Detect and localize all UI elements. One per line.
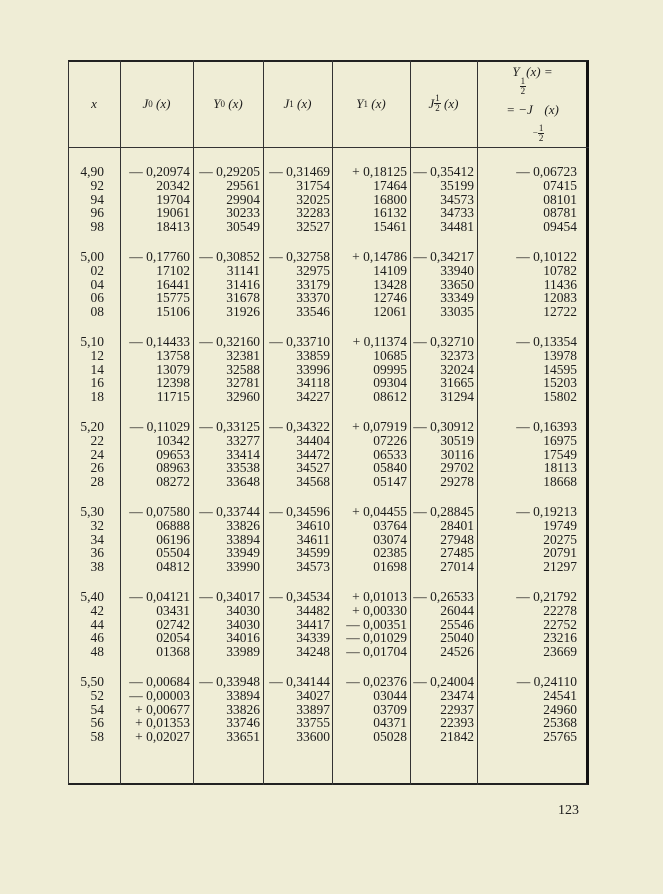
x-value: 5,40 <box>80 589 104 604</box>
j0-value: 08963 <box>156 460 190 476</box>
denominator: 2 <box>435 103 440 113</box>
x-value: 94 <box>90 191 104 207</box>
y1-value: + 0,01013 <box>352 589 407 604</box>
y0-value: 33277 <box>226 432 260 448</box>
j-half-value: 25546 <box>440 616 474 632</box>
j0-value: 18413 <box>156 219 190 235</box>
y-half-value: 08101 <box>543 191 577 207</box>
y0-value: 33826 <box>226 701 260 717</box>
j1-value: 34417 <box>296 616 330 632</box>
x-value: 08 <box>90 304 104 320</box>
y1-value: 03074 <box>373 531 407 547</box>
numerator: 1 <box>520 76 526 86</box>
y0-value: 31926 <box>226 304 260 320</box>
y1-value: 10685 <box>373 347 407 363</box>
j0-value: 06196 <box>156 531 190 547</box>
j1-value: — 0,33710 <box>269 334 330 349</box>
x-value: 22 <box>90 432 104 448</box>
j-half-value: 21842 <box>440 729 474 745</box>
j0-value: 08272 <box>156 474 190 490</box>
y1-value: 14109 <box>373 262 407 278</box>
j-half-value: 23474 <box>440 687 474 703</box>
y0-value: 31678 <box>226 290 260 306</box>
y0-value: — 0,29205 <box>199 164 260 179</box>
y1-value: + 0,18125 <box>352 164 407 179</box>
j0-value: — 0,00684 <box>129 674 190 689</box>
j-half-value: — 0,35412 <box>413 164 474 179</box>
y1-value: 03044 <box>373 687 407 703</box>
y1-value: 04371 <box>373 715 407 731</box>
y0-value: 33990 <box>226 559 260 575</box>
j1-value: 34248 <box>296 644 330 660</box>
y-half-value: 22752 <box>543 616 577 632</box>
y-half-value: 23216 <box>543 630 577 646</box>
j1-value: 33996 <box>296 361 330 377</box>
denominator: 2 <box>538 133 544 143</box>
y1-value: + 0,11374 <box>352 334 407 349</box>
j1-value: 34599 <box>296 545 330 561</box>
y1-value: 01698 <box>373 559 407 575</box>
y0-value: 33746 <box>226 715 260 731</box>
j0-value: — 0,17760 <box>129 249 190 264</box>
j0-value: 13758 <box>156 347 190 363</box>
y1-value: + 0,07919 <box>352 419 407 434</box>
argument: (x) <box>544 102 559 117</box>
j1-value: 33859 <box>296 347 330 363</box>
y1-value: 16132 <box>373 205 407 221</box>
symbol: J <box>283 95 290 111</box>
j-half-value: 22937 <box>440 701 474 717</box>
j-half-value: 25040 <box>440 630 474 646</box>
j0-value: 16441 <box>156 276 190 292</box>
j-half-value: 29278 <box>440 474 474 490</box>
y-half-value: 14595 <box>543 361 577 377</box>
j-half-value: 29702 <box>440 460 474 476</box>
y1-value: + 0,14786 <box>352 249 407 264</box>
y0-value: 32381 <box>226 347 260 363</box>
x-value: 28 <box>90 474 104 490</box>
y-half-value: — 0,21792 <box>516 589 577 604</box>
header-x-label: x <box>91 95 97 111</box>
y-half-value: 21297 <box>543 559 577 575</box>
x-value: 04 <box>90 276 104 292</box>
subscript: 1 <box>363 98 369 109</box>
j0-value: 05504 <box>156 545 190 561</box>
subscript: 0 <box>148 98 153 109</box>
x-value: 24 <box>90 446 104 462</box>
y0-value: 34030 <box>226 602 260 618</box>
header-y-half-line2 <box>506 102 559 143</box>
header-y1 <box>332 60 410 147</box>
header-j-half <box>410 60 477 147</box>
y-half-value: — 0,10122 <box>516 249 577 264</box>
x-value: 52 <box>90 687 104 703</box>
j0-value: 12398 <box>156 375 190 391</box>
x-value: 98 <box>90 219 104 235</box>
x-value: 46 <box>90 630 104 646</box>
j-half-value: — 0,26533 <box>413 589 474 604</box>
fraction-subscript <box>533 115 545 143</box>
j0-value: 09653 <box>156 446 190 462</box>
y1-value: 02385 <box>373 545 407 561</box>
j1-value: 31754 <box>296 177 330 193</box>
y0-value: — 0,33125 <box>199 419 260 434</box>
j0-value: — 0,14433 <box>129 334 190 349</box>
x-value: 92 <box>90 177 104 193</box>
y1-value: 05028 <box>373 729 407 745</box>
y-half-value: 23669 <box>543 644 577 660</box>
j1-value: 33546 <box>296 304 330 320</box>
y0-value: 33538 <box>226 460 260 476</box>
column-divider <box>193 60 194 785</box>
y-half-value: 22278 <box>543 602 577 618</box>
argument: (x) <box>156 95 171 111</box>
subscript: 0 <box>220 98 226 109</box>
y-half-value: 25765 <box>543 729 577 745</box>
x-value: 36 <box>90 545 104 561</box>
header-x <box>68 60 120 147</box>
y0-value: 33894 <box>226 687 260 703</box>
x-value: 58 <box>90 729 104 745</box>
j1-value: 34027 <box>296 687 330 703</box>
y0-value: 33989 <box>226 644 260 660</box>
j1-value: 34472 <box>296 446 330 462</box>
y-half-value: 09454 <box>543 219 577 235</box>
y-half-value: 20791 <box>543 545 577 561</box>
j0-value: 10342 <box>156 432 190 448</box>
y0-value: — 0,33948 <box>199 674 260 689</box>
j1-value: 32975 <box>296 262 330 278</box>
y-half-value: — 0,24110 <box>516 674 577 689</box>
j0-value: 19704 <box>156 191 190 207</box>
y0-value: 32588 <box>226 361 260 377</box>
j0-value: 11715 <box>156 389 190 405</box>
x-value: 38 <box>90 559 104 575</box>
argument: (x) = <box>526 64 553 79</box>
y-half-value: 17549 <box>543 446 577 462</box>
y0-value: 32960 <box>226 389 260 405</box>
symbol: Y <box>512 64 520 79</box>
x-value: 02 <box>90 262 104 278</box>
j1-value: 32283 <box>296 205 330 221</box>
j-half-value: 33940 <box>440 262 474 278</box>
y0-value: 30233 <box>226 205 260 221</box>
argument: (x) <box>297 95 312 111</box>
j0-value: 17102 <box>156 262 190 278</box>
y1-value: 09995 <box>373 361 407 377</box>
x-value: 4,90 <box>80 164 104 179</box>
j-half-value: 33349 <box>440 290 474 306</box>
y0-value: 31416 <box>226 276 260 292</box>
y-half-value: 11436 <box>543 276 577 292</box>
y-half-value: 25368 <box>543 715 577 731</box>
j1-value: 34573 <box>296 559 330 575</box>
x-value: 48 <box>90 644 104 660</box>
j-half-value: 33650 <box>440 276 474 292</box>
column-divider <box>332 60 333 785</box>
x-value: 5,00 <box>80 249 104 264</box>
y-half-value: 12083 <box>543 290 577 306</box>
j-half-value: 27014 <box>440 559 474 575</box>
j0-value: + 0,01353 <box>135 715 190 731</box>
argument: (x) <box>444 95 459 111</box>
j-half-value: 34573 <box>440 191 474 207</box>
j0-value: — 0,11029 <box>129 419 190 434</box>
y-half-value: 15802 <box>543 389 577 405</box>
j1-value: 33370 <box>296 290 330 306</box>
header-divider <box>68 147 589 148</box>
y1-value: — 0,01704 <box>346 644 407 660</box>
j0-value: 01368 <box>156 644 190 660</box>
y-half-value: 19749 <box>543 517 577 533</box>
y1-value: — 0,01029 <box>346 630 407 646</box>
j0-value: 20342 <box>156 177 190 193</box>
y0-value: — 0,33744 <box>199 504 260 519</box>
y1-value: + 0,04455 <box>352 504 407 519</box>
j-half-value: 22393 <box>440 715 474 731</box>
y0-value: 33949 <box>226 545 260 561</box>
x-value: 32 <box>90 517 104 533</box>
y0-value: 33651 <box>226 729 260 745</box>
argument: (x) <box>371 95 386 111</box>
y-half-value: 15203 <box>543 375 577 391</box>
x-value: 26 <box>90 460 104 476</box>
j0-value: — 0,04121 <box>129 589 190 604</box>
j-half-value: 34733 <box>440 205 474 221</box>
y1-value: 05147 <box>373 474 407 490</box>
j-half-value: 31665 <box>440 375 474 391</box>
j-half-value: 32024 <box>440 361 474 377</box>
j0-value: 02742 <box>156 616 190 632</box>
j0-value: — 0,07580 <box>129 504 190 519</box>
j1-value: 34527 <box>296 460 330 476</box>
column-divider <box>477 60 478 785</box>
y1-value: — 0,00351 <box>346 616 407 632</box>
y1-value: 03764 <box>373 517 407 533</box>
symbol: J <box>142 95 149 111</box>
argument: (x) <box>228 95 243 111</box>
symbol: Y <box>213 95 221 111</box>
x-value: 12 <box>90 347 104 363</box>
j1-value: — 0,32758 <box>269 249 330 264</box>
x-value: 16 <box>90 375 104 391</box>
header-y0 <box>193 60 263 147</box>
y0-value: 30549 <box>226 219 260 235</box>
y0-value: 29561 <box>226 177 260 193</box>
y1-value: 17464 <box>373 177 407 193</box>
column-divider <box>120 60 121 785</box>
column-divider <box>263 60 264 785</box>
y1-value: + 0,00330 <box>352 602 407 618</box>
y-half-value: 16975 <box>543 432 577 448</box>
j0-value: + 0,02027 <box>135 729 190 745</box>
fraction-subscript <box>434 94 441 113</box>
j-half-value: 32373 <box>440 347 474 363</box>
subscript: 1 <box>289 98 294 109</box>
y0-value: 34030 <box>226 616 260 632</box>
y-half-value: 24960 <box>543 701 577 717</box>
j-half-value: 26044 <box>440 602 474 618</box>
y1-value: — 0,02376 <box>346 674 407 689</box>
x-value: 5,50 <box>80 674 104 689</box>
j1-value: 34227 <box>296 389 330 405</box>
j0-value: 15775 <box>156 290 190 306</box>
x-value: 34 <box>90 531 104 547</box>
j1-value: 34568 <box>296 474 330 490</box>
j-half-value: — 0,28845 <box>413 504 474 519</box>
y1-value: 06533 <box>373 446 407 462</box>
y-half-value: — 0,06723 <box>516 164 577 179</box>
symbol: J <box>428 95 435 111</box>
y0-value: 33414 <box>226 446 260 462</box>
j1-value: 33755 <box>296 715 330 731</box>
numerator: 1 <box>538 123 544 133</box>
header-j0 <box>120 60 193 147</box>
x-value: 06 <box>90 290 104 306</box>
j0-value: 02054 <box>156 630 190 646</box>
denominator: 2 <box>520 86 526 96</box>
page-number: 123 <box>558 803 579 818</box>
x-value: 96 <box>90 205 104 221</box>
j0-value: 15106 <box>156 304 190 320</box>
j-half-value: 27485 <box>440 545 474 561</box>
j1-value: 33179 <box>296 276 330 292</box>
j0-value: 04812 <box>156 559 190 575</box>
j-half-value: — 0,32710 <box>413 334 474 349</box>
j-half-value: — 0,34217 <box>413 249 474 264</box>
y1-value: 12061 <box>373 304 407 320</box>
y1-value: 09304 <box>373 375 407 391</box>
j-half-value: 27948 <box>440 531 474 547</box>
j-half-value: 30116 <box>440 446 474 462</box>
symbol: Y <box>356 95 364 111</box>
y0-value: 33894 <box>226 531 260 547</box>
j0-value: — 0,20974 <box>129 164 190 179</box>
x-value: 56 <box>90 715 104 731</box>
fraction-subscript <box>520 77 527 96</box>
j1-value: — 0,34322 <box>269 419 330 434</box>
header-y-half-line1 <box>512 64 552 96</box>
j1-value: — 0,34596 <box>269 504 330 519</box>
y-half-value: 08781 <box>543 205 577 221</box>
y0-value: 33826 <box>226 517 260 533</box>
numerator: 1 <box>435 93 440 103</box>
x-value: 14 <box>90 361 104 377</box>
j0-value: 19061 <box>156 205 190 221</box>
fraction <box>538 124 545 143</box>
j-half-value: 28401 <box>440 517 474 533</box>
y-half-value: 18668 <box>543 474 577 490</box>
y0-value: 32781 <box>226 375 260 391</box>
j1-value: 34611 <box>296 531 330 547</box>
j1-value: 33600 <box>296 729 330 745</box>
y-half-value: 20275 <box>543 531 577 547</box>
y-half-value: 13978 <box>543 347 577 363</box>
j1-value: — 0,31469 <box>269 164 330 179</box>
j1-value: 34610 <box>296 517 330 533</box>
header-j1 <box>263 60 332 147</box>
j1-value: 33897 <box>296 701 330 717</box>
y-half-value: 10782 <box>543 262 577 278</box>
y0-value: — 0,32160 <box>199 334 260 349</box>
j-half-value: 33035 <box>440 304 474 320</box>
j1-value: 34118 <box>296 375 330 391</box>
y-half-value: — 0,16393 <box>516 419 577 434</box>
y1-value: 13428 <box>373 276 407 292</box>
x-value: 18 <box>90 389 104 405</box>
x-value: 54 <box>90 701 104 717</box>
j-half-value: 34481 <box>440 219 474 235</box>
x-value: 5,10 <box>80 334 104 349</box>
sign: − <box>532 127 538 138</box>
y0-value: 34016 <box>226 630 260 646</box>
j1-value: 34404 <box>296 432 330 448</box>
j-half-value: 30519 <box>440 432 474 448</box>
y-half-value: — 0,19213 <box>516 504 577 519</box>
symbol: = −J <box>506 102 533 117</box>
y1-value: 08612 <box>373 389 407 405</box>
j1-value: — 0,34534 <box>269 589 330 604</box>
j-half-value: — 0,30912 <box>413 419 474 434</box>
j-half-value: 31294 <box>440 389 474 405</box>
j1-value: 32025 <box>296 191 330 207</box>
y0-value: 29904 <box>226 191 260 207</box>
y0-value: — 0,34017 <box>199 589 260 604</box>
x-value: 42 <box>90 602 104 618</box>
j0-value: 03431 <box>156 602 190 618</box>
j1-value: — 0,34144 <box>269 674 330 689</box>
j1-value: 32527 <box>296 219 330 235</box>
y1-value: 16800 <box>373 191 407 207</box>
y1-value: 05840 <box>373 460 407 476</box>
y-half-value: 24541 <box>543 687 577 703</box>
j0-value: 13079 <box>156 361 190 377</box>
x-value: 5,30 <box>80 504 104 519</box>
column-divider <box>410 60 411 785</box>
x-value: 5,20 <box>80 419 104 434</box>
y1-value: 15461 <box>373 219 407 235</box>
j-half-value: 24526 <box>440 644 474 660</box>
y1-value: 03709 <box>373 701 407 717</box>
j1-value: 34339 <box>296 630 330 646</box>
y0-value: 31141 <box>226 262 260 278</box>
j-half-value: 35199 <box>440 177 474 193</box>
y-half-value: 07415 <box>543 177 577 193</box>
y1-value: 12746 <box>373 290 407 306</box>
j1-value: 34482 <box>296 602 330 618</box>
y0-value: 33648 <box>226 474 260 490</box>
y1-value: 07226 <box>373 432 407 448</box>
header-y-half <box>477 60 588 147</box>
y0-value: — 0,30852 <box>199 249 260 264</box>
j0-value: + 0,00677 <box>135 701 190 717</box>
y-half-value: 12722 <box>543 304 577 320</box>
j-half-value: — 0,24004 <box>413 674 474 689</box>
j0-value: — 0,00003 <box>129 687 190 703</box>
y-half-value: — 0,13354 <box>516 334 577 349</box>
x-value: 44 <box>90 616 104 632</box>
j0-value: 06888 <box>156 517 190 533</box>
y-half-value: 18113 <box>543 460 577 476</box>
